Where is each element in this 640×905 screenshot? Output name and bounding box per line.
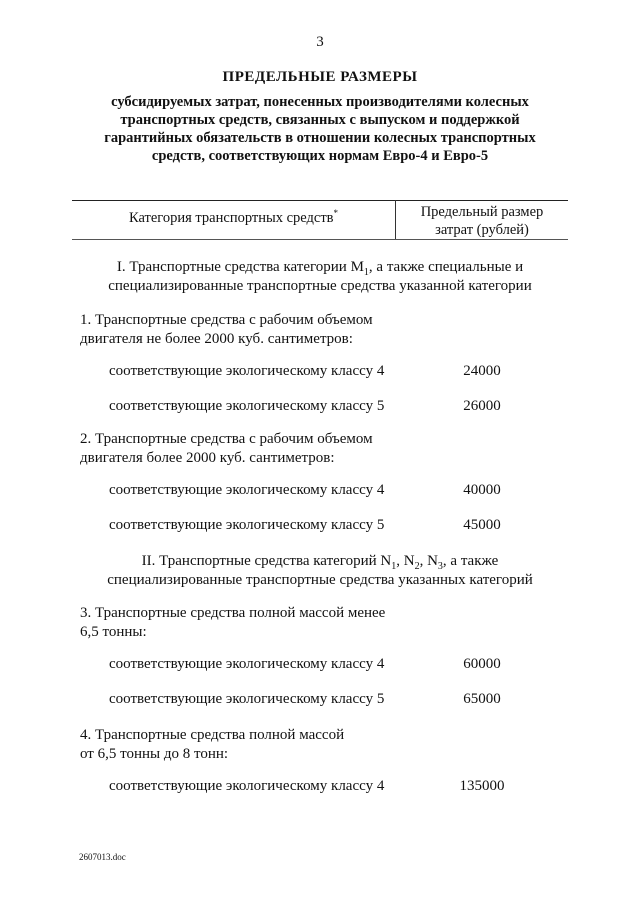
row-label: соответствующие экологическому классу 5	[109, 691, 385, 707]
subtitle-line: средств, соответствующих нормам Евро-4 и Евро-5	[151, 148, 489, 164]
group-title-line: от 6,5 тонны до 8 тонн:	[80, 746, 229, 762]
group-title-line: двигателя не более 2000 куб. сантиметров:	[80, 331, 353, 347]
document-subtitle	[0, 93, 640, 165]
row-label: соответствующие экологическому классу 4	[109, 778, 385, 794]
row-value: 65000	[463, 691, 501, 707]
section-title-line: специализированные транспортные средства указанных категорий	[107, 572, 533, 588]
section-title-line: I. Транспортные средства категории $M_1$, а также специальные и	[116, 259, 524, 278]
group-title-3	[80, 604, 410, 642]
section-title-2	[0, 552, 640, 590]
page-number: 3	[316, 34, 324, 50]
row-label: соответствующие экологическому классу 4	[109, 656, 385, 672]
group-title-line: 4. Транспортные средства полной массой	[80, 727, 345, 743]
table-header-top-rule	[72, 200, 568, 201]
section-title-line: II. Транспортные средства категорий $N_1$, $N_2$, $N_3$, а также	[141, 553, 499, 572]
footer-filename: 2607013.doc	[79, 852, 126, 862]
column-header-category-label: Категория транспортных средств	[128, 210, 334, 226]
row-value: 60000	[463, 656, 501, 672]
group-title-2	[80, 430, 410, 468]
column-header-limit	[396, 203, 568, 239]
row-value: 26000	[463, 398, 501, 414]
row-label: соответствующие экологическому классу 4	[109, 363, 385, 379]
document-title: ПРЕДЕЛЬНЫЕ РАЗМЕРЫ	[222, 69, 418, 85]
table-header-bottom-rule	[72, 239, 568, 240]
row-value: 40000	[463, 482, 501, 498]
group-title-line: 2. Транспортные средства с рабочим объемом	[80, 431, 373, 447]
subtitle-line: гарантийных обязательств в отношении колесных транспортных	[104, 130, 536, 146]
row-value: 45000	[463, 517, 501, 533]
column-header-limit-line: затрат (рублей)	[435, 222, 529, 238]
section-title-1	[0, 258, 640, 296]
group-title-line: 6,5 тонны:	[80, 624, 147, 640]
row-label: соответствующие экологическому классу 5	[109, 517, 385, 533]
group-title-4	[80, 726, 410, 764]
row-label: соответствующие экологическому классу 5	[109, 398, 385, 414]
subtitle-line: субсидируемых затрат, понесенных производителями колесных	[111, 94, 529, 110]
group-title-line: двигателя более 2000 куб. сантиметров:	[80, 450, 335, 466]
footnote-mark: *	[333, 208, 339, 219]
row-label: соответствующие экологическому классу 4	[109, 482, 385, 498]
column-header-limit-line: Предельный размер	[420, 204, 544, 220]
subtitle-line: транспортных средств, связанных с выпуском и поддержкой	[120, 112, 520, 128]
group-title-line: 3. Транспортные средства полной массой менее	[80, 605, 386, 621]
group-title-1	[80, 311, 410, 349]
row-value: 135000	[459, 778, 505, 794]
section-title-line: специализированные транспортные средства указанной категории	[108, 278, 532, 294]
group-title-line: 1. Транспортные средства с рабочим объемом	[80, 312, 373, 328]
column-header-category	[72, 210, 395, 227]
row-value: 24000	[463, 363, 501, 379]
